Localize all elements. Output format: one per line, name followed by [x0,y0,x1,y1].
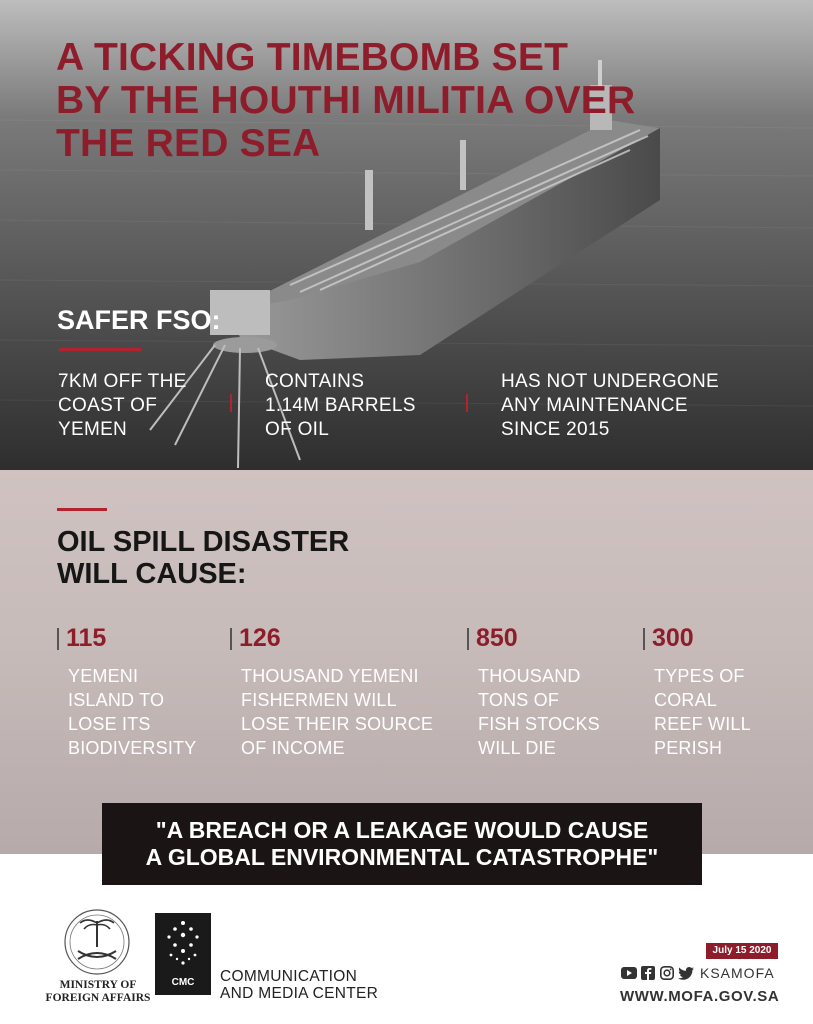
fact-maintenance [501,370,719,442]
hero-section [0,0,813,470]
stat-line: THOUSAND [478,666,581,686]
stat-tick [643,628,645,650]
stat-line: TONS OF [478,690,560,710]
fact-line: 1.14M BARRELS [265,395,416,416]
mofa-name [34,979,162,1005]
stat-line: YEMENI [68,666,139,686]
stat-line: ISLAND TO [68,690,165,710]
stat-number: 126 [239,624,281,652]
fact-divider [466,394,468,412]
stat-description [478,664,600,760]
fact-line: OF OIL [265,419,330,440]
fact-line: COAST OF [58,395,158,416]
stat-line: TYPES OF [654,666,745,686]
quote-banner [102,803,702,885]
stat-description [68,664,196,760]
headline-line: BY THE HOUTHI MILITIA OVER [56,79,636,122]
disaster-heading [57,526,349,590]
fact-capacity [265,370,416,442]
cmc-star-icon [155,913,211,977]
heading-underline [59,348,141,351]
quote-line: "A BREACH OR A LEAKAGE WOULD CAUSE [155,817,649,843]
stat-line: PERISH [654,738,723,758]
headline-line: A TICKING TIMEBOMB SET [56,36,569,79]
stat-number: 115 [66,624,107,652]
facebook-icon[interactable] [639,966,656,981]
cmc-name-line: COMMUNICATION [220,968,358,985]
cmc-logo [155,913,211,995]
twitter-icon[interactable] [677,966,694,981]
stat-number: 300 [652,624,694,652]
youtube-icon[interactable] [620,966,637,981]
stat-line: LOSE ITS [68,714,151,734]
date-badge: July 15 2020 [706,943,778,959]
fact-line: 7KM OFF THE [58,371,187,392]
social-handle: KSAMOFA [700,965,775,981]
instagram-icon[interactable] [658,966,675,981]
stat-line: CORAL [654,690,718,710]
stat-tick [57,628,59,650]
stat-line: BIODIVERSITY [68,738,197,758]
stat-line: OF INCOME [241,738,345,758]
stat-description [654,664,751,760]
cmc-name-line: AND MEDIA CENTER [220,985,379,1002]
fact-line: HAS NOT UNDERGONE [501,371,719,392]
heading-line: OIL SPILL DISASTER [57,526,350,558]
stat-line: THOUSAND YEMENI [241,666,419,686]
stat-tick [467,628,469,650]
disaster-section [0,470,813,854]
stat-line: WILL DIE [478,738,556,758]
fact-location [58,370,187,442]
website-link[interactable]: WWW.MOFA.GOV.SA [620,988,780,1005]
headline [56,36,696,165]
stat-line: FISH STOCKS [478,714,600,734]
social-links [620,965,775,981]
stat-tick [230,628,232,650]
fact-line: CONTAINS [265,371,365,392]
headline-line: THE RED SEA [56,122,321,165]
heading-line: WILL CAUSE: [57,558,247,590]
stat-description [241,664,433,760]
footer [0,885,813,1024]
quote-line: A GLOBAL ENVIRONMENTAL CATASTROPHE" [145,844,659,870]
cmc-label: CMC [171,977,195,988]
stat-number: 850 [476,624,518,652]
stat-line: FISHERMEN WILL [241,690,397,710]
fact-line: ANY MAINTENANCE [501,395,688,416]
fact-line: SINCE 2015 [501,419,610,440]
safer-fso-heading: SAFER FSO: [57,305,221,335]
fact-line: YEMEN [58,419,128,440]
palm-swords-emblem-icon [54,907,140,977]
mofa-line: FOREIGN AFFAIRS [45,992,151,1004]
mofa-line: MINISTRY OF [59,979,137,991]
cmc-name [220,968,378,1002]
stat-line: REEF WILL [654,714,751,734]
section-rule [57,508,107,511]
fact-divider [230,394,232,412]
stat-line: LOSE THEIR SOURCE [241,714,434,734]
